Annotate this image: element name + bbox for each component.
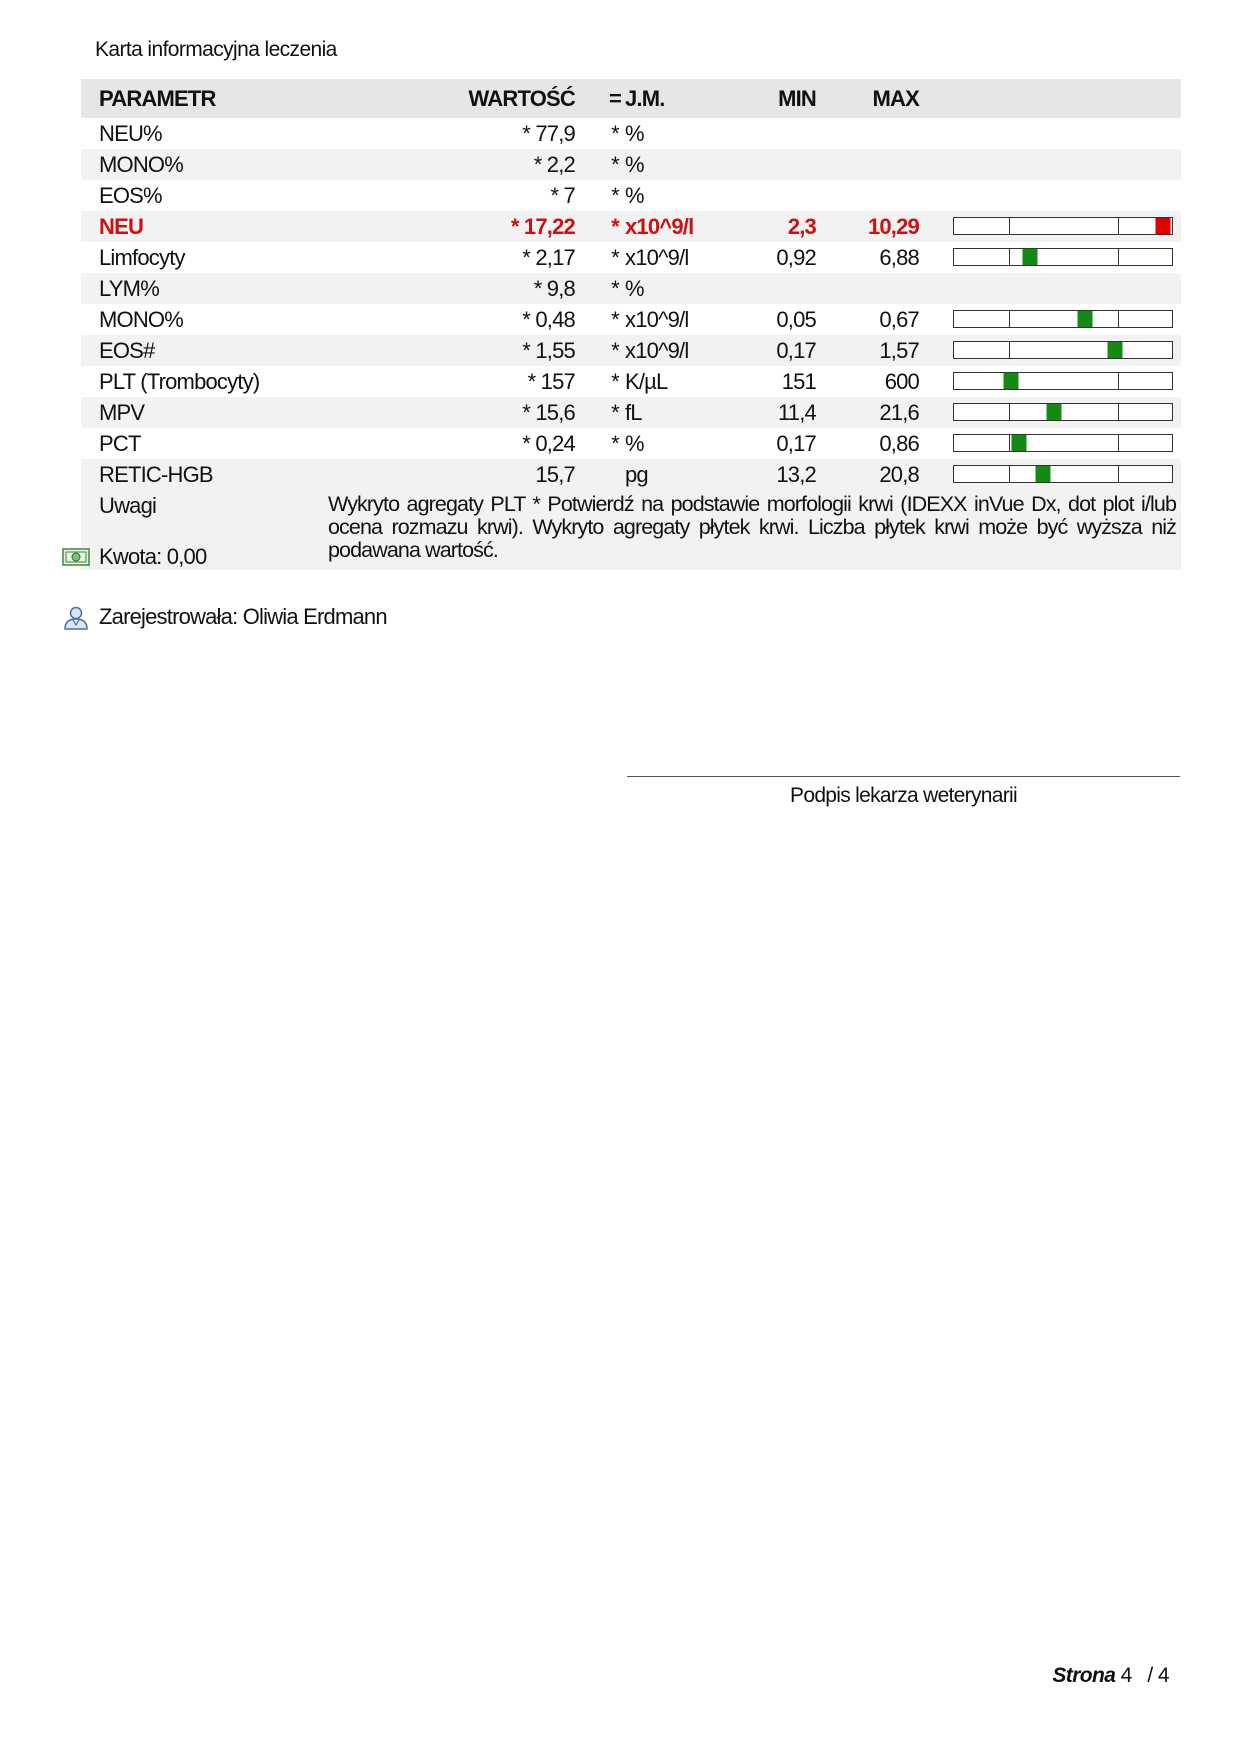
range-marker <box>1003 373 1018 389</box>
range-tick <box>1118 404 1119 420</box>
header-flag: = <box>608 86 622 111</box>
results-table <box>81 79 1181 570</box>
notes-row <box>81 490 1181 570</box>
unit-cell: pg <box>625 462 648 487</box>
parameter-cell: PCT <box>99 431 141 456</box>
range-marker <box>1012 435 1027 451</box>
amount-text: Kwota: 0,00 <box>99 544 207 569</box>
range-marker <box>1108 342 1123 358</box>
min-cell: 0,17 <box>776 431 816 456</box>
range-tick <box>1118 311 1119 327</box>
page-number <box>1052 1664 1169 1688</box>
table-row <box>81 304 1181 335</box>
unit-cell: x10^9/l <box>625 245 689 270</box>
registered-by-line <box>62 604 387 630</box>
parameter-cell: MPV <box>99 400 145 425</box>
table-row <box>81 118 1181 149</box>
notes-text: Wykryto agregaty PLT * Potwierdź na podstawie morfologii krwi (IDEXX inVue Dx, dot plot i/lub ocena rozmazu krwi). Wykryto agregaty płytek krwi. Liczba płytek krwi może być wyższa niż podawana wartość. <box>328 492 1176 562</box>
range-bar <box>953 341 1173 359</box>
max-cell: 21,6 <box>879 400 919 425</box>
value-cell: * 0,24 <box>522 431 575 456</box>
max-cell: 20,8 <box>879 462 919 487</box>
range-tick <box>1118 435 1119 451</box>
range-tick <box>1009 311 1010 327</box>
min-cell: 0,05 <box>776 307 816 332</box>
parameter-cell: LYM% <box>99 276 159 301</box>
header-unit: J.M. <box>625 86 665 111</box>
parameter-cell: MONO% <box>99 307 184 332</box>
header-max: MAX <box>872 86 919 111</box>
table-body <box>81 118 1181 490</box>
parameter-cell: RETIC-HGB <box>99 462 213 487</box>
unit-cell: % <box>625 276 644 301</box>
page-current: 4 <box>1120 1664 1132 1687</box>
range-tick <box>1118 373 1119 389</box>
range-tick <box>1009 435 1010 451</box>
value-cell: * 1,55 <box>522 338 575 363</box>
range-tick <box>1118 466 1119 482</box>
flag-cell: * <box>611 307 619 332</box>
unit-cell: % <box>625 152 644 177</box>
table-row <box>81 180 1181 211</box>
table-row <box>81 273 1181 304</box>
value-cell: * 77,9 <box>522 121 575 146</box>
range-tick <box>1009 218 1010 234</box>
table-row <box>81 335 1181 366</box>
page-total: 4 <box>1157 1664 1169 1687</box>
value-cell: * 17,22 <box>510 214 575 239</box>
table-row <box>81 428 1181 459</box>
range-marker <box>1023 249 1038 265</box>
max-cell: 0,67 <box>879 307 919 332</box>
flag-cell: * <box>611 121 619 146</box>
header-value: WARTOŚĆ <box>468 86 575 111</box>
flag-cell: * <box>611 400 619 425</box>
range-bar <box>953 248 1173 266</box>
value-cell: * 9,8 <box>533 276 575 301</box>
unit-cell: % <box>625 183 644 208</box>
unit-cell: % <box>625 121 644 146</box>
value-cell: * 7 <box>550 183 575 208</box>
value-cell: * 2,17 <box>522 245 575 270</box>
max-cell: 6,88 <box>879 245 919 270</box>
max-cell: 0,86 <box>879 431 919 456</box>
range-tick <box>1009 342 1010 358</box>
unit-cell: % <box>625 431 644 456</box>
table-header <box>81 79 1181 118</box>
table-row <box>81 366 1181 397</box>
flag-cell: * <box>611 369 619 394</box>
unit-cell: K/µL <box>625 369 668 394</box>
unit-cell: fL <box>625 400 642 425</box>
flag-cell: * <box>611 338 619 363</box>
document-title: Karta informacyjna leczenia <box>95 38 337 61</box>
range-tick <box>1009 404 1010 420</box>
range-bar <box>953 403 1173 421</box>
unit-cell: x10^9/l <box>625 338 689 363</box>
range-tick <box>1118 249 1119 265</box>
min-cell: 151 <box>781 369 816 394</box>
signature-line <box>627 776 1180 777</box>
parameter-cell: EOS# <box>99 338 155 363</box>
signature-label: Podpis lekarza weterynarii <box>790 784 1017 807</box>
value-cell: * 2,2 <box>533 152 575 177</box>
page-label: Strona <box>1052 1664 1116 1687</box>
amount-line <box>62 544 206 570</box>
parameter-cell: EOS% <box>99 183 162 208</box>
user-icon <box>62 606 90 628</box>
table-row <box>81 211 1181 242</box>
notes-label: Uwagi <box>99 493 157 518</box>
header-parameter: PARAMETR <box>99 86 216 111</box>
parameter-cell: Limfocyty <box>99 245 185 270</box>
flag-cell: * <box>611 431 619 456</box>
flag-cell: * <box>611 152 619 177</box>
max-cell: 600 <box>884 369 919 394</box>
flag-cell: * <box>611 214 619 239</box>
parameter-cell: NEU <box>99 214 144 239</box>
page-separator: / <box>1147 1664 1153 1687</box>
range-bar <box>953 434 1173 452</box>
range-tick <box>1118 218 1119 234</box>
value-cell: * 15,6 <box>522 400 575 425</box>
min-cell: 0,92 <box>776 245 816 270</box>
min-cell: 13,2 <box>776 462 816 487</box>
value-cell: * 157 <box>527 369 575 394</box>
range-bar <box>953 310 1173 328</box>
table-row <box>81 397 1181 428</box>
range-marker <box>1077 311 1092 327</box>
table-row <box>81 149 1181 180</box>
range-marker <box>1036 466 1051 482</box>
range-marker <box>1156 218 1171 234</box>
range-tick <box>1009 249 1010 265</box>
parameter-cell: PLT (Trombocyty) <box>99 369 260 394</box>
min-cell: 0,17 <box>776 338 816 363</box>
parameter-cell: MONO% <box>99 152 184 177</box>
table-row <box>81 459 1181 490</box>
flag-cell: * <box>611 276 619 301</box>
min-cell: 11,4 <box>778 400 816 425</box>
range-bar <box>953 465 1173 483</box>
value-cell: * 0,48 <box>522 307 575 332</box>
max-cell: 1,57 <box>879 338 919 363</box>
header-min: MIN <box>778 86 816 111</box>
money-icon <box>62 546 90 568</box>
range-tick <box>1009 466 1010 482</box>
unit-cell: x10^9/l <box>625 307 689 332</box>
range-bar <box>953 217 1173 235</box>
min-cell: 2,3 <box>787 214 816 239</box>
max-cell: 10,29 <box>867 214 919 239</box>
parameter-cell: NEU% <box>99 121 162 146</box>
range-marker <box>1047 404 1062 420</box>
table-row <box>81 242 1181 273</box>
flag-cell: * <box>611 183 619 208</box>
registered-by-text: Zarejestrowała: Oliwia Erdmann <box>99 604 387 629</box>
range-bar <box>953 372 1173 390</box>
unit-cell: x10^9/l <box>625 214 694 239</box>
flag-cell: * <box>611 245 619 270</box>
value-cell: 15,7 <box>535 462 575 487</box>
